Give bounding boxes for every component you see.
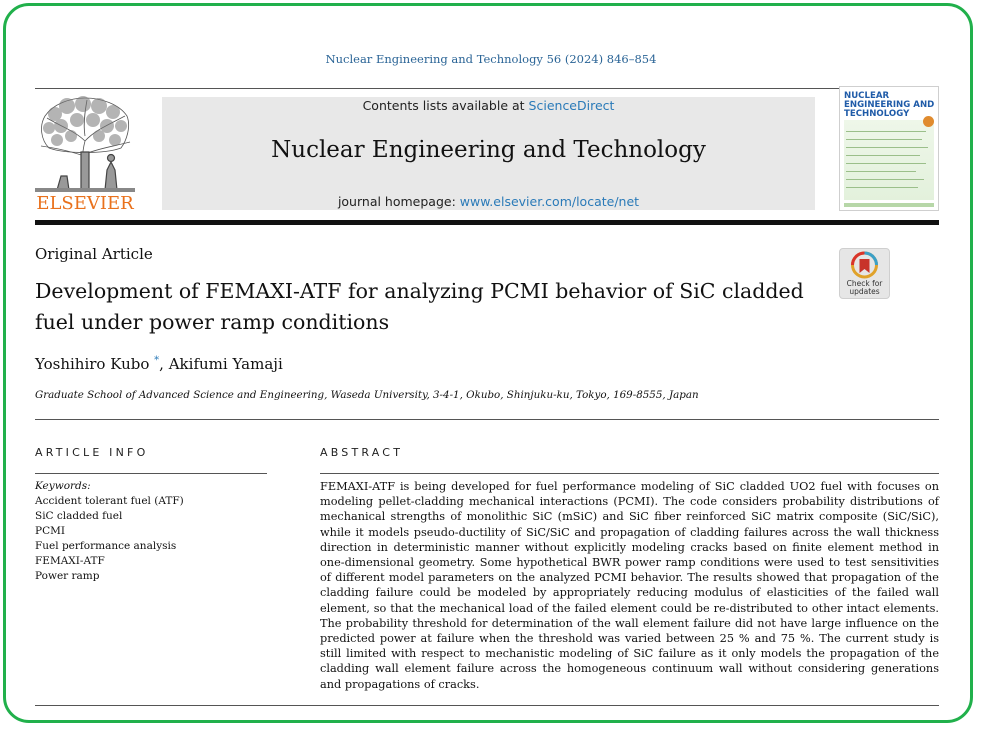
journal-citation[interactable]: Nuclear Engineering and Technology 56 (2024) 846–854 (325, 52, 657, 66)
cover-line (846, 147, 928, 148)
cover-line (846, 155, 920, 156)
cover-contents-panel (844, 120, 934, 200)
affiliation: Graduate School of Advanced Science and Engineering, Waseda University, 3-4-1, Okubo, Shinjuku-ku, Tokyo, 169-8555, Japan (35, 389, 699, 401)
journal-cover-thumbnail[interactable] (839, 86, 939, 211)
cover-line (846, 187, 918, 188)
check-updates-icon (840, 249, 889, 281)
author-name[interactable]: Akifumi Yamaji (168, 355, 283, 373)
author-name[interactable]: Yoshihiro Kubo (35, 355, 150, 373)
keyword-item: FEMAXI-ATF (35, 555, 105, 567)
header-bottom-rule (35, 220, 939, 225)
sciencedirect-link[interactable]: ScienceDirect (528, 98, 615, 113)
header-top-rule (35, 88, 939, 89)
cover-line (846, 139, 922, 140)
abstract-heading: ABSTRACT (320, 446, 404, 459)
keywords-label: Keywords: (35, 480, 91, 492)
keyword-item: Power ramp (35, 570, 100, 582)
journal-banner (162, 97, 815, 210)
keywords-list (35, 494, 184, 584)
author-list (35, 355, 283, 373)
contents-prefix: Contents lists available at (362, 98, 529, 113)
keyword-item: PCMI (35, 525, 65, 537)
homepage-prefix: journal homepage: (337, 194, 460, 209)
homepage-line (162, 194, 815, 209)
cover-line (846, 171, 916, 172)
cover-title: NUCLEAR ENGINEERING AND TECHNOLOGY (844, 91, 935, 119)
cover-line (846, 179, 924, 180)
cover-line (846, 163, 926, 164)
check-updates-line2: updates (849, 287, 880, 296)
elsevier-wordmark[interactable]: ELSEVIER (36, 193, 134, 214)
journal-title: Nuclear Engineering and Technology (271, 137, 706, 163)
check-updates-label (840, 280, 889, 296)
keyword-item: SiC cladded fuel (35, 510, 123, 522)
corresponding-author-mark[interactable]: * (154, 355, 160, 366)
keyword-item: Accident tolerant fuel (ATF) (35, 495, 184, 507)
affiliation-rule (35, 419, 939, 420)
footer-rule (35, 705, 939, 706)
article-title: Development of FEMAXI-ATF for analyzing PCMI behavior of SiC cladded fuel under power ramp conditions (35, 279, 804, 334)
cover-footer (844, 203, 934, 207)
cover-line (846, 131, 926, 132)
author-separator: , (159, 355, 169, 373)
article-type: Original Article (35, 245, 153, 263)
check-for-updates-button[interactable] (839, 248, 890, 299)
homepage-link[interactable]: www.elsevier.com/locate/net (459, 194, 640, 209)
check-updates-line1: Check for (846, 279, 883, 288)
cover-badge-icon (923, 116, 934, 127)
abstract-text: FEMAXI-ATF is being developed for fuel performance modeling of SiC cladded UO2 fuel with focuses on modeling pellet-cladding mechanical interactions (PCMI). The code considers probability distributions of mechanical strengths of monolithic SiC (mSiC) and SiC fiber reinforced SiC matrix composite (SiC/SiC), while it models pseudo-ductility of SiC/SiC and propagation of cladding failures across the wall thickness direction in deterministic manner without explicitly modeling cracks based on finite element method in one-dimensional geometry. Some hypothetical BWR power ramp conditions were used to test sensitivities of different model parameters on the analyzed PCMI behavior. The results showed that propagation of the cladding failure could be modeled by appropriately reducing modulus of elasticities of the failed wall element, so that the mechanical load of the failed element could be re-distributed to other intact elements. The probability threshold for determination of the wall element failure did not have large influence on the predicted power at failure when the threshold was varied between 25 % and 75 %. The current study is still limited with respect to mechanistic modeling of SiC failure as it only models the propagation of the cladding wall element failure across the homogeneous continuum wall without considering generations and propagations of cracks. (320, 480, 939, 691)
article-info-rule (35, 473, 267, 474)
abstract-rule (320, 473, 939, 474)
keyword-item: Fuel performance analysis (35, 540, 177, 552)
contents-line (162, 98, 815, 113)
article-info-heading: ARTICLE INFO (35, 446, 149, 459)
